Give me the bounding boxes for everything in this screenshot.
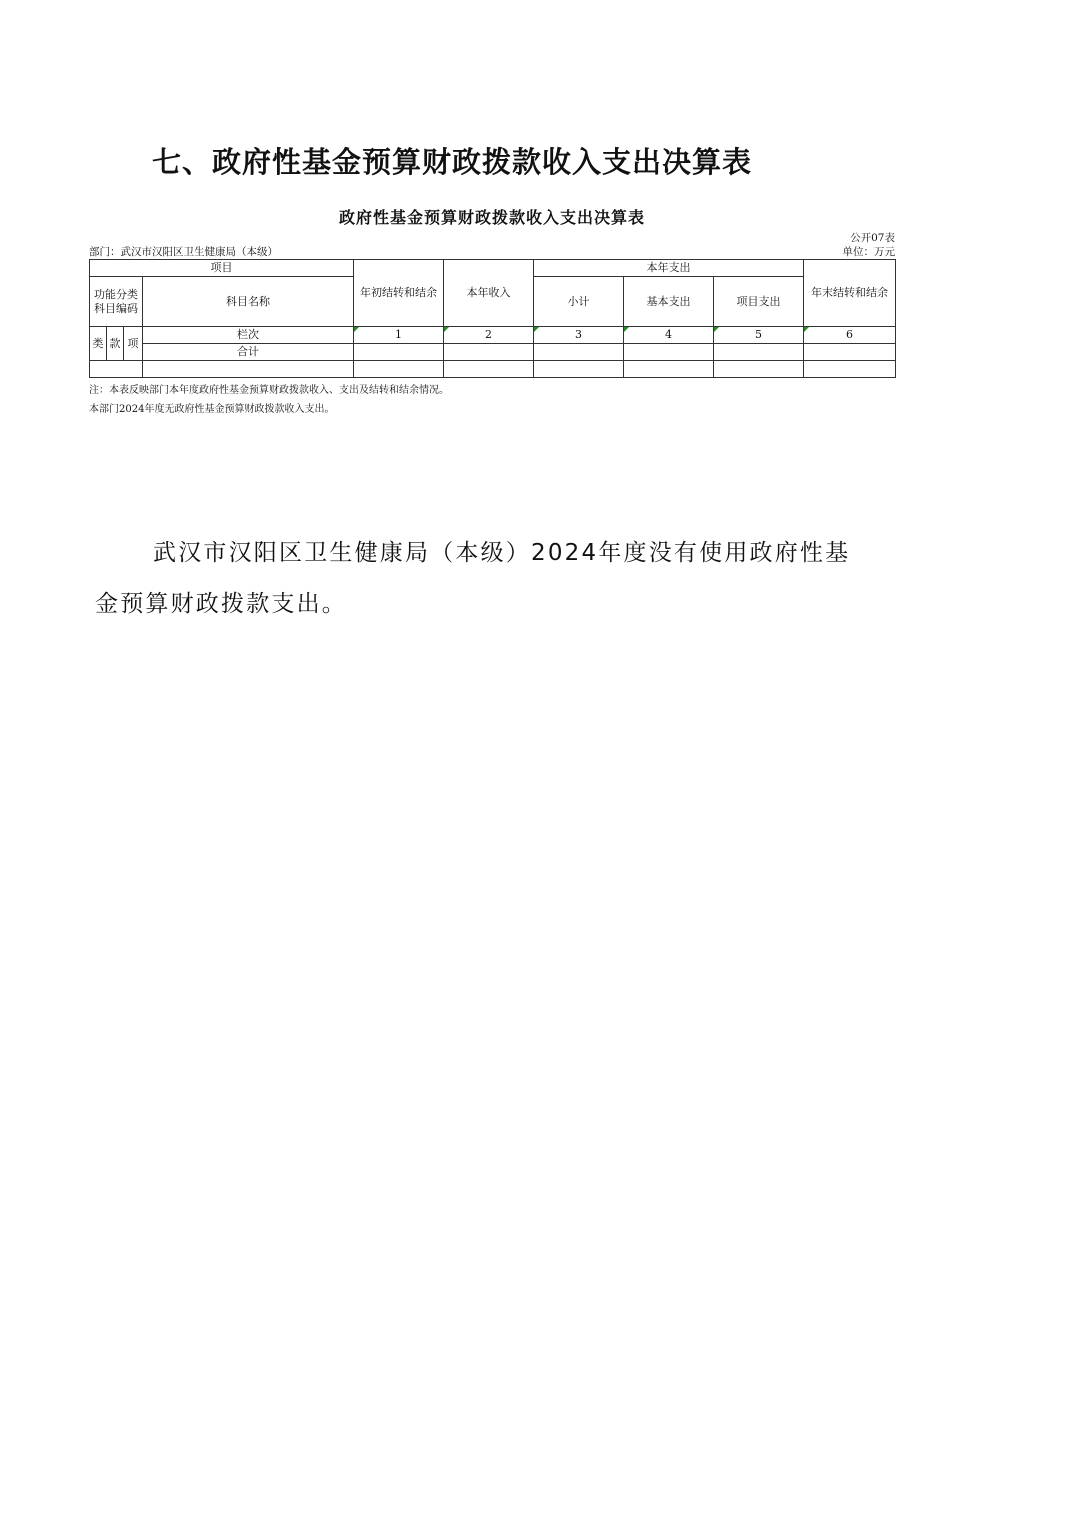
empty-cell [90,361,143,378]
header-income: 本年收入 [444,260,534,327]
header-closing-balance: 年末结转和结余 [804,260,896,327]
form-number-row [89,231,895,245]
body-paragraph [95,528,935,630]
total-cell [444,344,534,361]
note-line: 本部门2024年度无政府性基金预算财政拨款收入支出。 [89,404,335,415]
empty-cell [624,361,714,378]
empty-cell [804,361,896,378]
header-item: 项目 [90,260,354,277]
header-opening-balance: 年初结转和结余 [354,260,444,327]
empty-cell [534,361,624,378]
column-number-label: 栏次 [143,327,354,344]
table-title: 政府性基金预算财政拨款收入支出决算表 [338,208,645,227]
total-cell [714,344,804,361]
total-cell [804,344,896,361]
empty-cell [354,361,444,378]
empty-cell [444,361,534,378]
header-expense-group: 本年支出 [534,260,804,277]
unit-label: 单位：万元 [842,246,895,258]
empty-cell [143,361,354,378]
column-number-3: 3 [534,327,624,344]
header-subject-name: 科目名称 [143,277,354,327]
note-line: 注：本表反映部门本年度政府性基金预算财政拨款收入、支出及结转和结余情况。 [89,385,449,396]
total-cell [534,344,624,361]
fund-table-block [89,205,895,419]
column-number-2: 2 [444,327,534,344]
form-number: 公开07表 [850,232,895,244]
header-xiang: 项 [124,327,143,361]
total-cell [624,344,714,361]
paragraph-line-1: 武汉市汉阳区卫生健康局（本级）2024年度没有使用政府性基 [153,540,851,566]
section-title: 七、政府性基金预算财政拨款收入支出决算表 [152,145,753,179]
header-project-expense: 项目支出 [714,277,804,327]
column-number-1: 1 [354,327,444,344]
header-func-code: 功能分类科目编码 [90,277,143,327]
total-cell [354,344,444,361]
header-kuan: 款 [107,327,124,361]
header-basic-expense: 基本支出 [624,277,714,327]
fund-table [89,259,896,378]
total-label: 合计 [143,344,354,361]
empty-cell [714,361,804,378]
column-number-6: 6 [804,327,896,344]
department-unit-row [89,245,895,259]
paragraph-line-2: 金预算财政拨款支出。 [95,591,347,617]
table-notes [89,381,895,419]
column-number-4: 4 [624,327,714,344]
header-subtotal: 小计 [534,277,624,327]
header-lei: 类 [90,327,107,361]
column-number-5: 5 [714,327,804,344]
department-label: 部门：武汉市汉阳区卫生健康局（本级） [89,246,278,258]
